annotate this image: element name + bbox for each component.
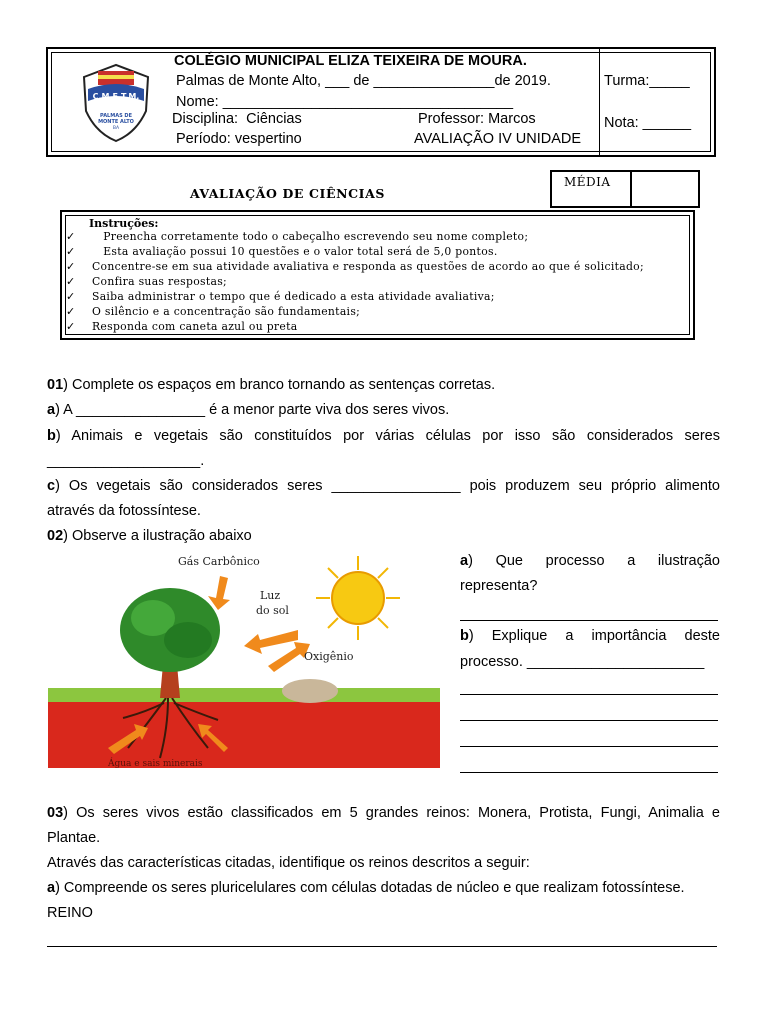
answer-line[interactable]: [47, 946, 717, 947]
question-1a: a) A ________________ é a menor parte viva dos seres vivos.: [47, 402, 450, 418]
instruction-text: Confira suas respostas;: [92, 275, 227, 288]
instructions-title: Instruções:: [89, 217, 159, 230]
school-logo: [76, 59, 156, 144]
svg-text:do sol: do sol: [256, 604, 289, 617]
question-2b: b) Explique a importância deste: [460, 628, 720, 644]
question-1c-cont: através da fotossíntese.: [47, 503, 201, 519]
check-icon: ✓: [66, 260, 76, 273]
svg-text:C.M.E.T.M.: C.M.E.T.M.: [92, 92, 140, 101]
instruction-text: Concentre-se em sua atividade avaliativa e responda as questões de acordo ao que é solicitado;: [92, 260, 644, 273]
instruction-text: Responda com caneta azul ou preta: [92, 320, 298, 333]
svg-text:Gás Carbônico: Gás Carbônico: [178, 555, 260, 568]
header-box: [46, 47, 716, 157]
grade-field[interactable]: Nota: ______: [604, 115, 692, 131]
evaluation-title: AVALIAÇÃO DE CIÊNCIAS: [190, 186, 386, 201]
question-1c: c) Os vegetais são considerados seres ________________ pois produzem seu próprio alimento: [47, 478, 720, 494]
question-1b-blank[interactable]: ___________________.: [47, 453, 205, 469]
question-2a-cont: representa?: [460, 578, 538, 594]
instruction-text: Saiba administrar o tempo que é dedicado a esta atividade avaliativa;: [92, 290, 495, 303]
answer-line[interactable]: [460, 746, 718, 747]
question-1b: b) Animais e vegetais são constituídos por várias células por isso são considerados seres: [47, 428, 720, 444]
question-1: 01) Complete os espaços em branco tornando as sentenças corretas.: [47, 377, 496, 393]
question-2b-cont[interactable]: processo. ______________________: [460, 654, 705, 670]
instruction-item: [66, 290, 495, 303]
period-label: Período: vespertino: [176, 131, 302, 147]
instruction-item: [66, 305, 360, 318]
question-3-cont: Plantae.: [47, 830, 101, 846]
header-divider: [599, 49, 600, 155]
instruction-item: [66, 275, 227, 288]
teacher-label: Professor: Marcos: [418, 111, 536, 127]
question-3-intro: Através das características citadas, identifique os reinos descritos a seguir:: [47, 855, 530, 871]
answer-line[interactable]: [460, 772, 718, 773]
class-field[interactable]: Turma:_____: [604, 73, 690, 89]
svg-text:BA: BA: [112, 126, 120, 131]
svg-text:Água e sais minerais: Água e sais minerais: [108, 759, 203, 768]
discipline-label: Disciplina: Ciências: [172, 111, 302, 127]
instruction-item: [66, 260, 644, 273]
average-label: MÉDIA: [564, 175, 611, 189]
student-name-field[interactable]: Nome: ____________________________________: [176, 94, 514, 110]
photosynthesis-illustration: [48, 548, 440, 768]
svg-text:Oxigênio: Oxigênio: [304, 650, 354, 663]
check-icon: ✓: [66, 320, 76, 333]
question-2: 02) Observe a ilustração abaixo: [47, 528, 252, 544]
assessment-label: AVALIAÇÃO IV UNIDADE: [414, 131, 582, 147]
average-box: [550, 170, 700, 208]
instruction-text: Preencha corretamente todo o cabeçalho escrevendo seu nome completo;: [92, 230, 529, 243]
instruction-item: [66, 245, 498, 258]
answer-line[interactable]: [460, 620, 718, 621]
average-divider: [630, 172, 632, 206]
answer-line[interactable]: [460, 694, 718, 695]
svg-text:Luz: Luz: [260, 589, 281, 602]
question-3a: a) Compreende os seres pluricelulares com células dotadas de núcleo e que realizam fotossíntese.: [47, 880, 685, 896]
question-3a-reino: REINO: [47, 905, 93, 921]
instruction-item: [66, 230, 528, 243]
svg-text:PALMAS DE: PALMAS DE: [99, 113, 133, 119]
instruction-text: Esta avaliação possui 10 questões e o valor total será de 5,0 pontos.: [92, 245, 498, 258]
check-icon: ✓: [66, 305, 76, 318]
question-2a: a) Que processo a ilustração: [460, 553, 720, 569]
school-name: COLÉGIO MUNICIPAL ELIZA TEIXEIRA DE MOURA.: [174, 53, 527, 69]
instruction-item: [66, 320, 297, 333]
check-icon: ✓: [66, 245, 76, 258]
check-icon: ✓: [66, 290, 76, 303]
svg-text:MONTE ALTO: MONTE ALTO: [98, 119, 134, 125]
question-3: 03) Os seres vivos estão classificados em 5 grandes reinos: Monera, Protista, Fungi, Animalia e: [47, 805, 720, 821]
place-date-field[interactable]: Palmas de Monte Alto, ___ de _______________de 2019.: [176, 73, 551, 89]
instruction-text: O silêncio e a concentração são fundamentais;: [92, 305, 361, 318]
check-icon: ✓: [66, 230, 76, 243]
check-icon: ✓: [66, 275, 76, 288]
answer-line[interactable]: [460, 720, 718, 721]
